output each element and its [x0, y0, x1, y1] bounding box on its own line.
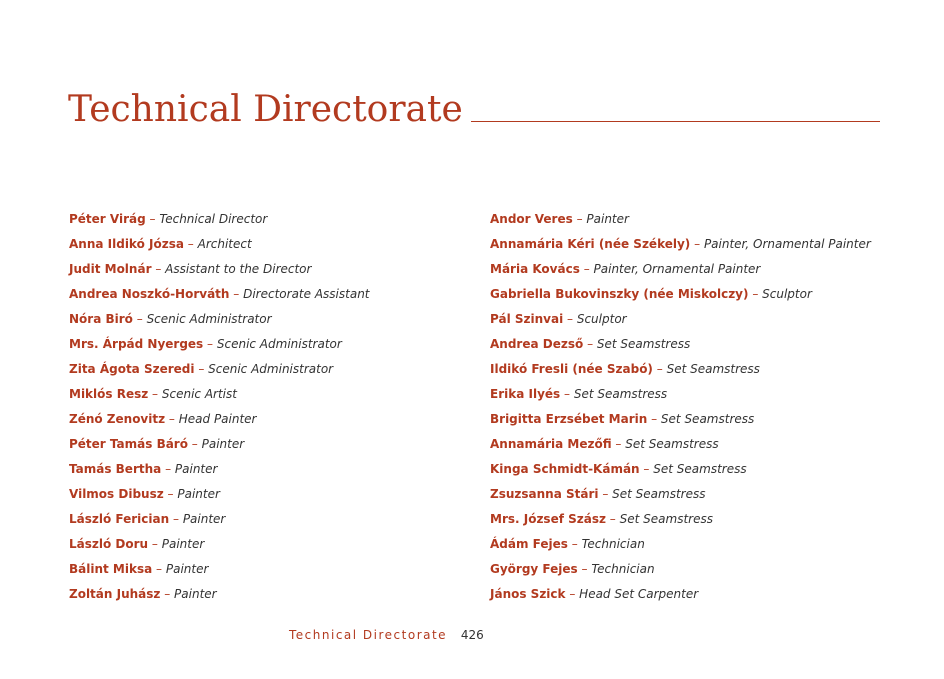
dash-separator: – — [569, 587, 576, 601]
staff-name: György Fejes — [490, 562, 578, 576]
staff-role: Technician — [581, 537, 645, 551]
staff-name: Zita Ágota Szeredi — [69, 362, 195, 376]
footer-section-title: Technical Directorate — [289, 628, 448, 642]
staff-name: Vilmos Dibusz — [69, 487, 164, 501]
staff-list-right — [490, 207, 930, 607]
staff-name: Erika Ilyés — [490, 387, 561, 401]
staff-name: Mrs. József Szász — [490, 512, 606, 526]
staff-name: Ádám Fejes — [490, 537, 568, 551]
staff-role: Painter — [161, 537, 205, 551]
staff-name: Andrea Dezső — [490, 337, 584, 351]
staff-role: Painter — [182, 512, 226, 526]
staff-entry — [490, 232, 930, 257]
staff-role: Architect — [197, 237, 252, 251]
staff-role: Painter, Ornamental Painter — [703, 237, 871, 251]
staff-name: Ildikó Fresli (née Szabó) — [490, 362, 653, 376]
staff-name: Kinga Schmidt-Kámán — [490, 462, 640, 476]
staff-name: Tamás Bertha — [69, 462, 162, 476]
staff-name: Zoltán Juhász — [69, 587, 161, 601]
staff-entry — [69, 257, 489, 282]
dash-separator: – — [571, 537, 578, 551]
staff-role: Set Seamstress — [666, 362, 760, 376]
staff-list-left — [69, 207, 489, 607]
dash-separator: – — [168, 412, 175, 426]
dash-separator: – — [564, 387, 570, 401]
staff-entry — [490, 407, 930, 432]
staff-entry — [69, 482, 489, 507]
staff-role: Set Seamstress — [619, 512, 713, 526]
dash-separator: – — [191, 437, 198, 451]
dash-separator: – — [149, 212, 156, 226]
staff-entry — [69, 432, 489, 457]
staff-entry — [490, 307, 930, 332]
staff-role: Technician — [591, 562, 655, 576]
title-rule — [471, 121, 880, 122]
staff-entry — [69, 357, 489, 382]
dash-separator: – — [167, 487, 174, 501]
staff-role: Head Set Carpenter — [579, 587, 699, 601]
staff-role: Set Seamstress — [596, 337, 691, 351]
staff-entry — [69, 207, 489, 232]
staff-name: János Szick — [490, 587, 566, 601]
staff-entry — [490, 257, 930, 282]
staff-role: Scenic Artist — [161, 387, 237, 401]
staff-role: Painter — [174, 587, 217, 601]
staff-role: Painter, Ornamental Painter — [593, 262, 761, 276]
staff-role: Set Seamstress — [660, 412, 755, 426]
dash-separator: – — [609, 512, 616, 526]
staff-name: Anna Ildikó Józsa — [69, 237, 184, 251]
staff-role: Sculptor — [762, 287, 812, 301]
staff-role: Technical Director — [159, 212, 268, 226]
page-footer — [289, 626, 484, 644]
staff-role: Scenic Administrator — [208, 362, 334, 376]
staff-name: László Doru — [69, 537, 149, 551]
staff-name: Mrs. Árpád Nyerges — [69, 337, 204, 351]
dash-separator: – — [156, 562, 163, 576]
staff-name: Annamária Mezőfi — [490, 437, 612, 451]
dash-separator: – — [576, 212, 583, 226]
staff-role: Scenic Administrator — [146, 312, 272, 326]
dash-separator: – — [752, 287, 759, 301]
staff-role: Painter — [174, 462, 218, 476]
staff-name: Brigitta Erzsébet Marin — [490, 412, 648, 426]
staff-entry — [69, 532, 489, 557]
staff-entry — [69, 407, 489, 432]
staff-name: Andor Veres — [490, 212, 573, 226]
dash-separator: – — [136, 312, 143, 326]
staff-entry — [490, 532, 930, 557]
staff-entry — [69, 382, 489, 407]
staff-role: Set Seamstress — [653, 462, 747, 476]
staff-name: Judit Molnár — [69, 262, 152, 276]
staff-role: Painter — [586, 212, 629, 226]
dash-separator: – — [207, 337, 214, 351]
dash-separator: – — [651, 412, 658, 426]
staff-name: Bálint Miksa — [69, 562, 153, 576]
dash-separator: – — [233, 287, 240, 301]
staff-entry — [490, 582, 930, 607]
staff-name: László Ferician — [69, 512, 170, 526]
staff-role: Scenic Administrator — [216, 337, 342, 351]
staff-entry — [69, 582, 489, 607]
page-number: 426 — [460, 628, 484, 642]
dash-separator: – — [155, 262, 162, 276]
page-title: Technical Directorate — [68, 89, 463, 130]
staff-role: Set Seamstress — [612, 487, 706, 501]
dash-separator: – — [656, 362, 663, 376]
staff-name: Péter Tamás Báró — [69, 437, 188, 451]
staff-entry — [69, 507, 489, 532]
dash-separator: – — [164, 587, 171, 601]
staff-role: Set Seamstress — [573, 387, 668, 401]
staff-entry — [69, 557, 489, 582]
staff-entry — [490, 207, 930, 232]
staff-role: Painter — [165, 562, 209, 576]
dash-separator: – — [643, 462, 650, 476]
staff-entry — [490, 482, 930, 507]
staff-role: Painter — [177, 487, 220, 501]
staff-entry — [490, 457, 930, 482]
staff-name: Péter Virág — [69, 212, 146, 226]
staff-name: Nóra Biró — [69, 312, 133, 326]
staff-name: Zénó Zenovitz — [69, 412, 166, 426]
dash-separator: – — [152, 387, 159, 401]
dash-separator: – — [587, 337, 594, 351]
staff-entry — [69, 307, 489, 332]
page-heading — [68, 88, 880, 132]
dash-separator: – — [602, 487, 609, 501]
staff-entry — [490, 557, 930, 582]
staff-entry — [490, 507, 930, 532]
staff-entry — [69, 282, 489, 307]
staff-entry — [490, 382, 930, 407]
staff-name: Mária Kovács — [490, 262, 580, 276]
dash-separator: – — [694, 237, 701, 251]
staff-role: Assistant to the Director — [165, 262, 312, 276]
staff-entry — [490, 432, 930, 457]
staff-role: Painter — [201, 437, 245, 451]
staff-entry — [69, 332, 489, 357]
staff-role: Head Painter — [178, 412, 257, 426]
staff-entry — [490, 332, 930, 357]
staff-entry — [69, 457, 489, 482]
staff-name: Zsuzsanna Stári — [490, 487, 599, 501]
dash-separator: – — [615, 437, 622, 451]
staff-entry — [490, 282, 930, 307]
staff-name: Pál Szinvai — [490, 312, 564, 326]
dash-separator: – — [198, 362, 205, 376]
dash-separator: – — [581, 562, 588, 576]
dash-separator: – — [151, 537, 158, 551]
staff-role: Sculptor — [576, 312, 627, 326]
staff-name: Gabriella Bukovinszky (née Miskolczy) — [490, 287, 749, 301]
staff-role: Directorate Assistant — [243, 287, 370, 301]
dash-separator: – — [583, 262, 590, 276]
staff-entry — [69, 232, 489, 257]
dash-separator: – — [567, 312, 574, 326]
dash-separator: – — [165, 462, 172, 476]
staff-name: Annamária Kéri (née Székely) — [490, 237, 691, 251]
dash-separator: – — [172, 512, 179, 526]
staff-entry — [490, 357, 930, 382]
staff-name: Andrea Noszkó-Horváth — [69, 287, 230, 301]
staff-name: Miklós Resz — [69, 387, 149, 401]
staff-role: Set Seamstress — [625, 437, 719, 451]
dash-separator: – — [187, 237, 194, 251]
